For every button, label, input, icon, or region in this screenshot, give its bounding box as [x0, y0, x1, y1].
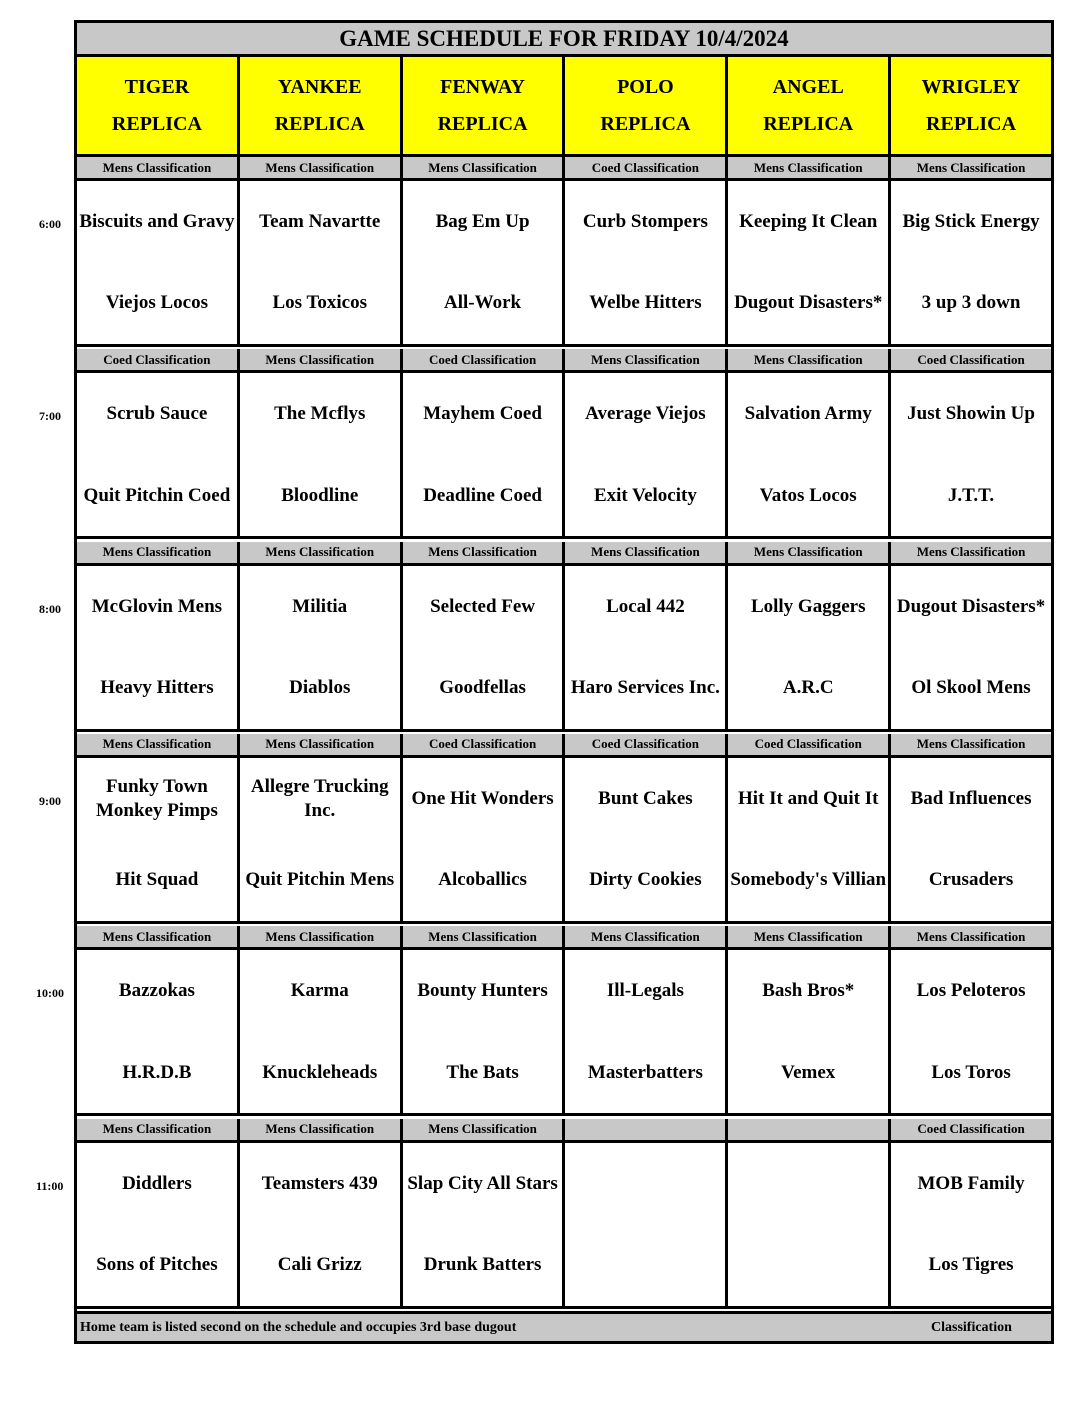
classification-cell: Mens Classification	[403, 926, 566, 947]
home-team: The Bats	[446, 1061, 519, 1083]
game-cell	[565, 566, 728, 729]
game-cell	[403, 373, 566, 536]
game-cell	[240, 566, 403, 729]
away-team: Team Navartte	[259, 210, 381, 232]
away-team: Selected Few	[430, 595, 536, 617]
classification-cell: Mens Classification	[565, 542, 728, 563]
away-team: Militia	[292, 595, 348, 617]
time-label: 8:00	[39, 601, 61, 616]
field-header-wrigley	[891, 57, 1051, 154]
home-team: Crusaders	[928, 869, 1014, 891]
time-slot-block	[77, 1119, 1051, 1309]
footer-note: Home team is listed second on the schedule and occupies 3rd base dugout	[80, 1320, 517, 1335]
classification-cell	[728, 1119, 891, 1140]
away-team: Salvation Army	[744, 403, 872, 425]
away-team: McGlovin Mens	[91, 595, 223, 617]
away-team	[565, 1143, 725, 1225]
game-cell	[403, 950, 566, 1113]
game-row	[77, 1143, 1051, 1309]
game-row	[77, 950, 1051, 1116]
home-team: Vatos Locos	[759, 484, 857, 506]
field-sub: REPLICA	[600, 112, 691, 135]
classification-row	[77, 926, 1051, 950]
field-name: ANGEL	[772, 75, 844, 98]
home-team: Heavy Hitters	[100, 677, 214, 699]
classification-cell: Mens Classification	[240, 349, 403, 370]
away-team: Scrub Sauce	[106, 403, 208, 425]
away-team: Lolly Gaggers	[750, 595, 866, 617]
classification-cell: Coed Classification	[728, 734, 891, 755]
time-label: 11:00	[36, 1178, 64, 1193]
field-sub: REPLICA	[437, 112, 528, 135]
time-slot-block	[77, 542, 1051, 732]
field-header-angel	[728, 57, 891, 154]
field-header-yankee	[240, 57, 403, 154]
away-team: Keeping It Clean	[739, 210, 878, 232]
game-cell	[728, 566, 891, 729]
footer-legend: Classification	[931, 1320, 1012, 1335]
game-cell	[77, 373, 240, 536]
home-team: 3 up 3 down	[921, 292, 1021, 314]
home-team: Deadline Coed	[423, 484, 542, 506]
away-team: Ill-Legals	[606, 980, 684, 1002]
game-row	[77, 758, 1051, 924]
home-team: Haro Services Inc.	[570, 677, 720, 699]
time-slot-block	[77, 349, 1051, 539]
away-team: Hit It and Quit It	[738, 787, 879, 809]
home-team: A.R.C	[782, 677, 834, 699]
classification-cell: Mens Classification	[916, 736, 1026, 752]
classification-cell: Mens Classification	[403, 542, 566, 563]
home-team: J.T.T.	[947, 484, 995, 506]
game-cell	[77, 1143, 240, 1306]
field-sub: REPLICA	[763, 112, 854, 135]
classification-cell: Coed Classification	[403, 734, 566, 755]
home-team: All-Work	[444, 292, 522, 314]
classification-cell: Mens Classification	[240, 926, 403, 947]
home-team	[728, 1224, 888, 1306]
away-team: Diddlers	[122, 1172, 192, 1194]
classification-cell: Mens Classification	[77, 734, 240, 755]
classification-cell	[565, 1119, 728, 1140]
classification-cell: Coed Classification	[77, 349, 240, 370]
home-team: Ol Skool Mens	[911, 677, 1031, 699]
game-cell	[77, 566, 240, 729]
home-team: Quit Pitchin Mens	[245, 869, 395, 891]
classification-row	[77, 734, 1051, 758]
field-header-row	[77, 57, 1051, 157]
away-team: MOB Family	[917, 1172, 1025, 1194]
schedule-footer	[77, 1311, 1051, 1341]
home-team: Los Toxicos	[272, 292, 367, 314]
home-team: Quit Pitchin Coed	[83, 484, 231, 506]
away-team: Allegre Trucking Inc.	[250, 775, 389, 821]
game-cell	[728, 1143, 891, 1306]
field-header-polo	[565, 57, 728, 154]
field-name: YANKEE	[277, 75, 362, 98]
away-team: Bash Bros*	[762, 980, 855, 1002]
classification-cell: Mens Classification	[916, 928, 1026, 944]
home-team: Welbe Hitters	[589, 292, 702, 314]
field-header-tiger	[77, 57, 240, 154]
home-team: Dirty Cookies	[589, 869, 702, 891]
field-name: POLO	[617, 75, 674, 98]
away-team: One Hit Wonders	[411, 787, 554, 809]
away-team: The Mcflys	[274, 403, 366, 425]
classification-cell: Mens Classification	[240, 157, 403, 178]
game-cell	[240, 758, 403, 921]
away-team: Bunt Cakes	[598, 787, 693, 809]
home-team: Hit Squad	[115, 869, 199, 891]
home-team: Somebody's Villian	[730, 869, 887, 891]
schedule-title: GAME SCHEDULE FOR FRIDAY 10/4/2024	[77, 23, 1051, 57]
game-cell	[891, 758, 1051, 921]
home-team: Los Toros	[931, 1061, 1011, 1083]
time-label: 10:00	[36, 986, 64, 1001]
home-team: Los Tigres	[928, 1254, 1014, 1276]
schedule-table	[74, 20, 1054, 1344]
classification-cell: Coed Classification	[565, 157, 728, 178]
classification-cell: Mens Classification	[916, 159, 1026, 175]
classification-cell: Mens Classification	[728, 926, 891, 947]
classification-row	[77, 349, 1051, 373]
game-cell	[565, 758, 728, 921]
classification-cell: Coed Classification	[917, 351, 1025, 367]
home-team: Masterbatters	[587, 1061, 703, 1083]
game-cell	[240, 950, 403, 1113]
away-team: Average Viejos	[585, 403, 706, 425]
away-team: Bad Influences	[910, 787, 1032, 809]
classification-cell: Coed Classification	[565, 734, 728, 755]
classification-cell: Mens Classification	[77, 1119, 240, 1140]
game-cell	[77, 950, 240, 1113]
time-label: 7:00	[39, 409, 61, 424]
classification-row	[77, 157, 1051, 181]
game-cell	[728, 758, 891, 921]
game-cell	[403, 1143, 566, 1306]
time-label: 9:00	[39, 793, 61, 808]
home-team	[565, 1224, 725, 1306]
away-team: Dugout Disasters*	[896, 595, 1046, 617]
home-team: Drunk Batters	[423, 1254, 542, 1276]
game-cell	[728, 181, 891, 344]
game-cell	[77, 181, 240, 344]
game-cell	[77, 758, 240, 921]
classification-cell: Coed Classification	[917, 1121, 1025, 1137]
home-team: Goodfellas	[439, 677, 526, 699]
classification-cell: Mens Classification	[77, 926, 240, 947]
away-team	[728, 1143, 888, 1225]
home-team: Cali Grizz	[277, 1254, 362, 1276]
game-cell	[565, 1143, 728, 1306]
home-team: Vemex	[781, 1061, 836, 1083]
time-slot-block	[77, 734, 1051, 924]
home-team: Sons of Pitches	[96, 1254, 218, 1276]
away-team: Bazzokas	[118, 980, 195, 1002]
classification-cell: Mens Classification	[565, 349, 728, 370]
game-cell	[240, 373, 403, 536]
classification-cell: Mens Classification	[916, 544, 1026, 560]
home-team: Alcoballics	[438, 869, 527, 891]
classification-cell: Mens Classification	[728, 157, 891, 178]
home-team: Exit Velocity	[593, 484, 697, 506]
classification-cell: Mens Classification	[403, 1119, 566, 1140]
game-cell	[891, 373, 1051, 536]
game-cell	[891, 566, 1051, 729]
game-row	[77, 181, 1051, 347]
away-team: Los Peloteros	[916, 980, 1026, 1002]
home-team: Diablos	[289, 677, 351, 699]
classification-cell: Mens Classification	[403, 157, 566, 178]
game-cell	[728, 373, 891, 536]
game-cell	[403, 181, 566, 344]
away-team: Big Stick Energy	[902, 210, 1040, 232]
field-sub: REPLICA	[926, 112, 1017, 135]
game-cell	[240, 181, 403, 344]
away-team: Local 442	[606, 595, 685, 617]
game-cell	[565, 950, 728, 1113]
away-team: Mayhem Coed	[423, 403, 542, 425]
game-cell	[891, 950, 1051, 1113]
game-cell	[891, 181, 1051, 344]
field-name: FENWAY	[440, 75, 525, 98]
away-team: Biscuits and Gravy	[79, 210, 235, 232]
classification-row	[77, 542, 1051, 566]
game-cell	[565, 181, 728, 344]
game-cell	[240, 1143, 403, 1306]
time-slot-block	[77, 157, 1051, 347]
field-name: TIGER	[124, 75, 190, 98]
classification-cell: Mens Classification	[240, 1119, 403, 1140]
away-team: Funky Town Monkey Pimps	[95, 775, 218, 821]
classification-row	[77, 1119, 1051, 1143]
classification-cell: Mens Classification	[565, 926, 728, 947]
time-label: 6:00	[39, 217, 61, 231]
home-team: H.R.D.B	[122, 1061, 192, 1083]
away-team: Curb Stompers	[582, 210, 708, 232]
away-team: Bounty Hunters	[417, 980, 548, 1002]
field-header-fenway	[403, 57, 566, 154]
away-team: Karma	[290, 980, 349, 1002]
classification-cell: Mens Classification	[728, 542, 891, 563]
game-cell	[891, 1143, 1051, 1306]
game-row	[77, 566, 1051, 732]
field-name: WRIGLEY	[921, 75, 1021, 98]
classification-cell: Mens Classification	[77, 157, 240, 178]
classification-cell: Mens Classification	[77, 542, 240, 563]
classification-cell: Mens Classification	[240, 542, 403, 563]
classification-cell: Mens Classification	[728, 349, 891, 370]
home-team: Knuckleheads	[262, 1061, 378, 1083]
game-cell	[403, 758, 566, 921]
time-slot-block	[77, 926, 1051, 1116]
game-cell	[728, 950, 891, 1113]
game-cell	[403, 566, 566, 729]
away-team: Teamsters 439	[261, 1172, 378, 1194]
home-team: Viejos Locos	[105, 292, 209, 314]
classification-cell: Mens Classification	[240, 734, 403, 755]
home-team: Bloodline	[281, 484, 359, 506]
away-team: Just Showin Up	[907, 403, 1035, 425]
classification-cell: Coed Classification	[403, 349, 566, 370]
field-sub: REPLICA	[274, 112, 365, 135]
game-cell	[565, 373, 728, 536]
game-row	[77, 373, 1051, 539]
away-team: Bag Em Up	[435, 210, 530, 232]
away-team: Slap City All Stars	[407, 1172, 558, 1194]
home-team: Dugout Disasters*	[734, 292, 883, 314]
field-sub: REPLICA	[111, 112, 202, 135]
